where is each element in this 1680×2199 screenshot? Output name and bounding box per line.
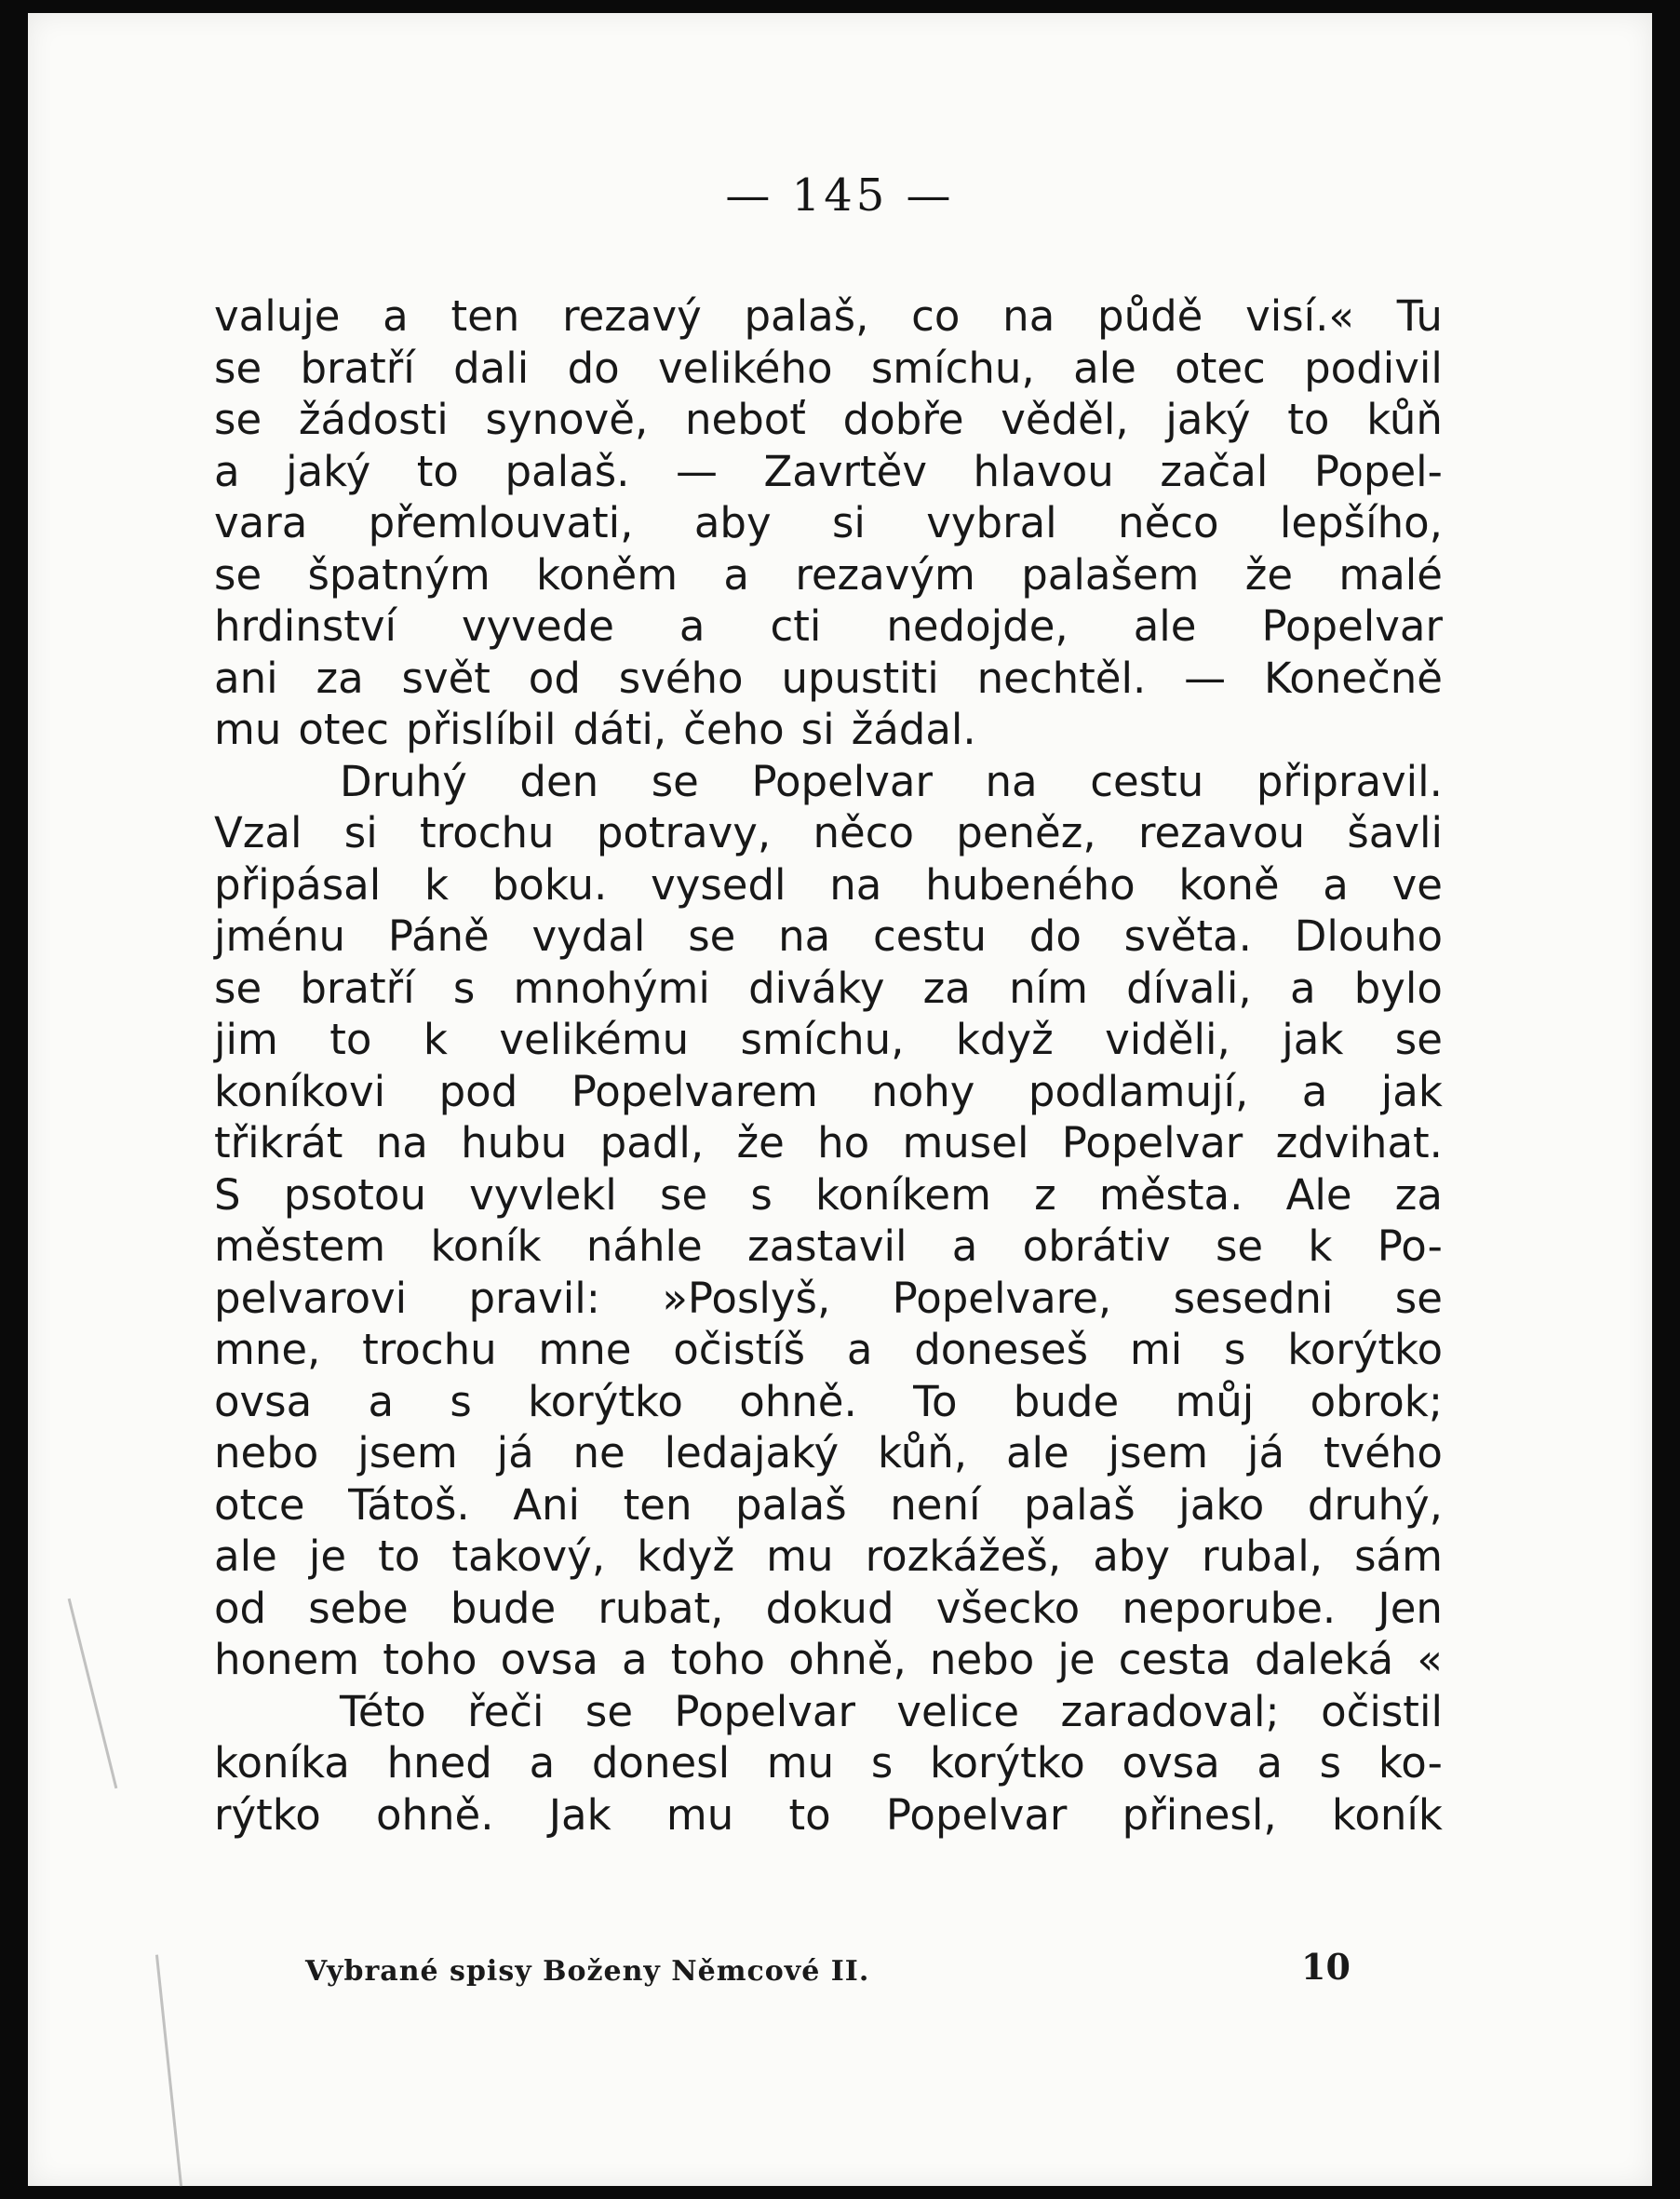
text-line: otce Tátoš. Ani ten palaš není palaš jako druhý, (214, 1479, 1443, 1530)
body-text (214, 290, 1443, 1841)
text-line: třikrát na hubu padl, že ho musel Popelvar zdvihat. (214, 1118, 1443, 1167)
text-line: rýtko ohně. Jak mu to Popelvar přinesl, koník (214, 1789, 1443, 1840)
footer-sheet-number: 10 (1301, 1946, 1351, 1988)
text-line: Vzal si trochu potravy, něco peněz, rezavou šavli (214, 808, 1443, 857)
text-line: koníka hned a donesl mu s korýtko ovsa a s ko- (214, 1738, 1443, 1788)
scan-artifact-line (68, 1599, 118, 1788)
text-line: se žádosti synově, neboť dobře věděl, jaký to kůň (214, 395, 1443, 444)
page-number-header: — 145 — (725, 169, 955, 222)
text-line: jménu Páně vydal se na cestu do světa. Dlouho (214, 911, 1443, 961)
text-line: koníkovi pod Popelvarem nohy podlamují, a jak (214, 1066, 1443, 1116)
text-line: honem toho ovsa a toho ohně, nebo je cesta daleká « (214, 1635, 1443, 1684)
text-line: a jaký to palaš. — Zavrtěv hlavou začal Popel- (214, 446, 1443, 496)
text-line: ovsa a s korýtko ohně. To bude můj obrok; (214, 1376, 1443, 1426)
text-line: městem koník náhle zastavil a obrátiv se k Po- (214, 1221, 1443, 1271)
text-line: jim to k velikému smíchu, když viděli, jak se (214, 1015, 1443, 1064)
book-page (28, 13, 1652, 2186)
text-line: od sebe bude rubat, dokud všecko neporube. Jen (214, 1583, 1443, 1633)
text-line: Druhý den se Popelvar na cestu připravil. (340, 756, 1443, 806)
scan-artifact-line (155, 1955, 182, 2187)
text-line: Této řeči se Popelvar velice zaradoval; očistil (340, 1686, 1443, 1736)
text-line: nebo jsem já ne ledajaký kůň, ale jsem já tvého (214, 1428, 1443, 1477)
text-line: valuje a ten rezavý palaš, co na půdě visí.« Tu (214, 291, 1443, 341)
text-line: mu otec přislíbil dáti, čeho si žádal. (214, 705, 976, 754)
text-line: ale je to takový, když mu rozkážeš, aby rubal, sám (214, 1531, 1443, 1581)
text-line: vara přemlouvati, aby si vybral něco lepšího, (214, 498, 1443, 547)
text-line: ani za svět od svého upustiti nechtěl. — Konečně (214, 653, 1443, 703)
footer-signature: Vybrané spisy Boženy Němcové II. (305, 1955, 870, 1988)
text-line: se bratří dali do velikého smíchu, ale otec podivil (214, 343, 1443, 393)
text-line: se bratří s mnohými diváky za ním dívali, a bylo (214, 963, 1443, 1013)
text-line: hrdinství vyvede a cti nedojde, ale Popelvar (214, 601, 1443, 651)
text-line: připásal k boku. vysedl na hubeného koně a ve (214, 859, 1443, 910)
text-line: pelvarovi pravil: »Poslyš, Popelvare, sesedni se (214, 1273, 1443, 1323)
text-line: S psotou vyvlekl se s koníkem z města. Ale za (214, 1169, 1443, 1220)
text-line: se špatným koněm a rezavým palašem že malé (214, 549, 1443, 600)
text-line: mne, trochu mne očistíš a doneseš mi s korýtko (214, 1325, 1443, 1374)
